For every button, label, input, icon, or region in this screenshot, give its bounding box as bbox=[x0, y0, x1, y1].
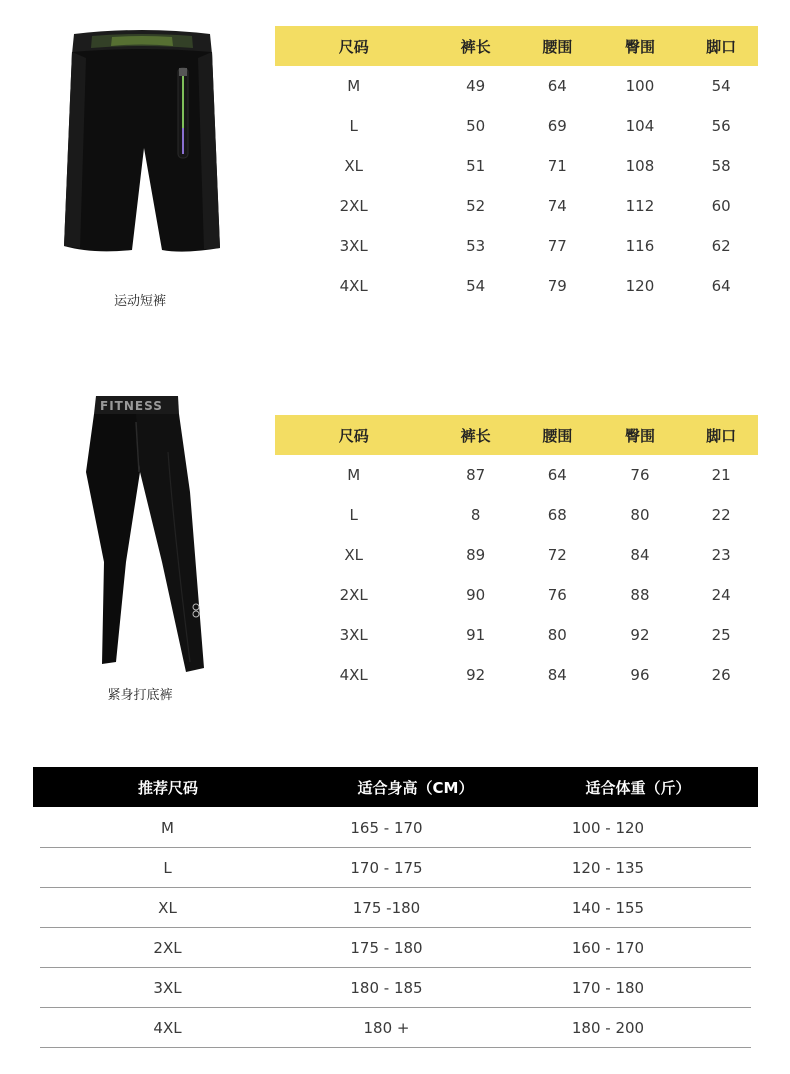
header-size: 尺码 bbox=[338, 37, 369, 56]
cell-height: 165 - 170 bbox=[350, 818, 423, 837]
cell-size: M bbox=[347, 466, 361, 484]
cell-hem: 25 bbox=[711, 626, 731, 644]
cell-hip: 120 bbox=[625, 277, 655, 295]
cell-waist: 79 bbox=[547, 277, 567, 295]
header-waist: 腰围 bbox=[542, 37, 573, 56]
cell-size: XL bbox=[344, 157, 364, 175]
cell-size: 2XL bbox=[153, 938, 182, 957]
cell-hip: 112 bbox=[625, 197, 655, 215]
shorts-caption: 运动短裤 bbox=[113, 294, 166, 309]
cell-size: L bbox=[349, 506, 358, 524]
table-row bbox=[275, 106, 758, 146]
cell-waist: 77 bbox=[547, 237, 567, 255]
cell-size: XL bbox=[158, 898, 177, 917]
cell-waist: 71 bbox=[547, 157, 567, 175]
table-row bbox=[275, 455, 758, 495]
cell-hip: 80 bbox=[630, 506, 650, 524]
cell-size: 4XL bbox=[339, 666, 368, 684]
cell-length: 53 bbox=[466, 237, 486, 255]
cell-size: 4XL bbox=[339, 277, 368, 295]
recommend-table-header bbox=[33, 767, 758, 807]
header-length: 裤长 bbox=[460, 37, 491, 56]
leggings-size-table bbox=[275, 415, 758, 695]
cell-size: 3XL bbox=[153, 978, 182, 997]
header-recommended-size: 推荐尺码 bbox=[137, 778, 198, 797]
cell-hem: 58 bbox=[711, 157, 731, 175]
leggings-caption: 紧身打底裤 bbox=[107, 688, 173, 703]
table-row bbox=[275, 146, 758, 186]
shorts-image bbox=[52, 28, 227, 268]
cell-hip: 100 bbox=[625, 77, 655, 95]
cell-hip: 88 bbox=[630, 586, 650, 604]
table-row bbox=[40, 848, 751, 888]
cell-waist: 68 bbox=[547, 506, 567, 524]
table-row bbox=[275, 535, 758, 575]
table-row bbox=[275, 226, 758, 266]
cell-length: 54 bbox=[466, 277, 486, 295]
cell-weight: 120 - 135 bbox=[571, 858, 645, 877]
cell-weight: 140 - 155 bbox=[571, 898, 645, 917]
cell-size: M bbox=[161, 818, 174, 837]
shorts-table-header bbox=[275, 26, 758, 66]
cell-weight: 160 - 170 bbox=[571, 938, 645, 957]
cell-waist: 72 bbox=[547, 546, 567, 564]
recommend-table bbox=[40, 808, 751, 1048]
cell-hem: 56 bbox=[711, 117, 731, 135]
cell-hem: 62 bbox=[711, 237, 731, 255]
cell-hip: 116 bbox=[625, 237, 655, 255]
cell-weight: 170 - 180 bbox=[571, 978, 645, 997]
cell-size: 4XL bbox=[153, 1018, 182, 1037]
waistband-text: FITNESS bbox=[100, 399, 163, 413]
cell-height: 180 + bbox=[363, 1018, 410, 1037]
cell-hip: 76 bbox=[630, 466, 650, 484]
cell-size: 2XL bbox=[339, 197, 368, 215]
cell-hip: 96 bbox=[630, 666, 650, 684]
cell-size: M bbox=[347, 77, 361, 95]
cell-length: 90 bbox=[466, 586, 486, 604]
header-hem: 脚口 bbox=[706, 426, 737, 445]
leggings-table-header bbox=[275, 415, 758, 455]
cell-height: 170 - 175 bbox=[350, 858, 423, 877]
cell-hem: 54 bbox=[711, 77, 731, 95]
table-row bbox=[40, 808, 751, 848]
cell-hem: 64 bbox=[711, 277, 731, 295]
table-row bbox=[275, 495, 758, 535]
cell-height: 180 - 185 bbox=[350, 978, 423, 997]
cell-length: 8 bbox=[470, 506, 481, 524]
table-row bbox=[275, 66, 758, 106]
table-row bbox=[40, 928, 751, 968]
cell-hip: 104 bbox=[625, 117, 655, 135]
cell-waist: 64 bbox=[547, 77, 567, 95]
cell-waist: 74 bbox=[547, 197, 567, 215]
cell-size: XL bbox=[344, 546, 364, 564]
cell-waist: 69 bbox=[547, 117, 567, 135]
cell-hem: 22 bbox=[711, 506, 731, 524]
cell-hem: 24 bbox=[711, 586, 731, 604]
header-waist: 腰围 bbox=[542, 426, 573, 445]
header-hip: 臀围 bbox=[624, 426, 655, 445]
header-size: 尺码 bbox=[338, 426, 369, 445]
cell-size: L bbox=[349, 117, 358, 135]
cell-size: 2XL bbox=[339, 586, 368, 604]
cell-height: 175 -180 bbox=[352, 898, 421, 917]
cell-waist: 76 bbox=[547, 586, 567, 604]
cell-weight: 180 - 200 bbox=[571, 1018, 645, 1037]
leggings-image bbox=[78, 392, 218, 677]
header-hip: 臀围 bbox=[624, 37, 655, 56]
table-row bbox=[40, 1008, 751, 1048]
cell-waist: 64 bbox=[547, 466, 567, 484]
table-row bbox=[40, 888, 751, 928]
cell-hip: 108 bbox=[625, 157, 655, 175]
cell-length: 51 bbox=[466, 157, 486, 175]
cell-hip: 84 bbox=[630, 546, 650, 564]
cell-length: 49 bbox=[466, 77, 486, 95]
cell-hem: 21 bbox=[711, 466, 731, 484]
shorts-size-table bbox=[275, 26, 758, 306]
cell-length: 52 bbox=[466, 197, 486, 215]
cell-size: L bbox=[163, 858, 172, 877]
table-row bbox=[275, 655, 758, 695]
table-row bbox=[40, 968, 751, 1008]
header-length: 裤长 bbox=[460, 426, 491, 445]
table-row bbox=[275, 186, 758, 226]
cell-waist: 80 bbox=[547, 626, 567, 644]
cell-size: 3XL bbox=[339, 626, 368, 644]
header-height: 适合身高（CM） bbox=[357, 778, 474, 797]
table-row bbox=[275, 266, 758, 306]
table-row bbox=[275, 615, 758, 655]
cell-height: 175 - 180 bbox=[350, 938, 423, 957]
cell-length: 91 bbox=[466, 626, 486, 644]
cell-weight: 100 - 120 bbox=[571, 818, 645, 837]
cell-hem: 23 bbox=[711, 546, 731, 564]
cell-hem: 60 bbox=[711, 197, 731, 215]
header-hem: 脚口 bbox=[706, 37, 737, 56]
cell-length: 89 bbox=[466, 546, 486, 564]
cell-hem: 26 bbox=[711, 666, 731, 684]
cell-waist: 84 bbox=[547, 666, 567, 684]
cell-length: 87 bbox=[466, 466, 486, 484]
cell-length: 50 bbox=[466, 117, 486, 135]
cell-hip: 92 bbox=[630, 626, 650, 644]
header-weight: 适合体重（斤） bbox=[585, 778, 691, 797]
table-row bbox=[275, 575, 758, 615]
cell-length: 92 bbox=[466, 666, 486, 684]
cell-size: 3XL bbox=[339, 237, 368, 255]
